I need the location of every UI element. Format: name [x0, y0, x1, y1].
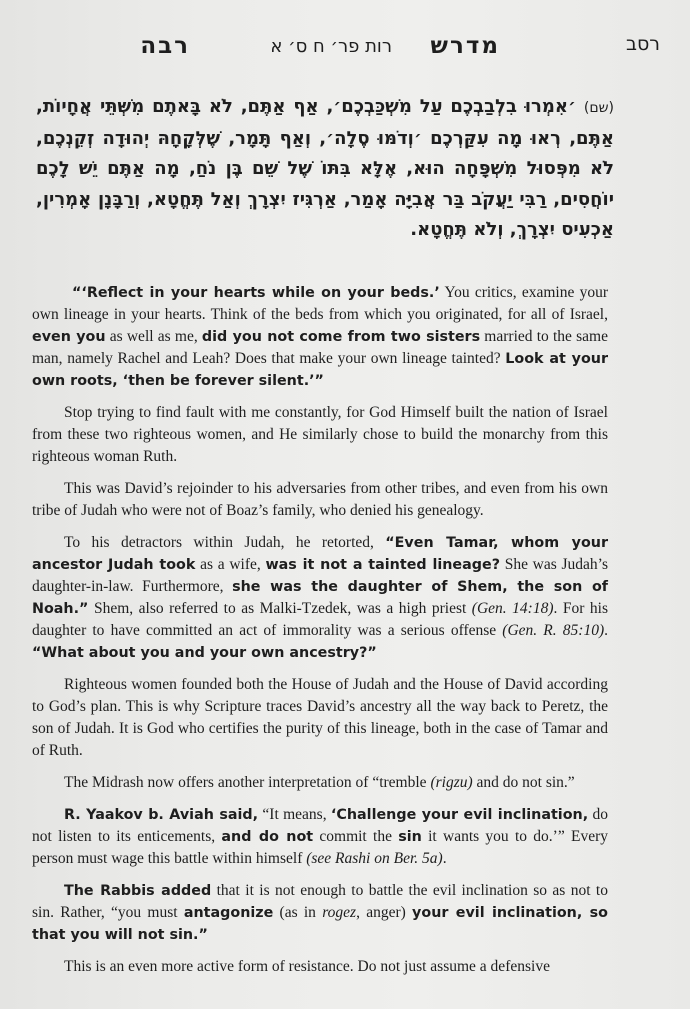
- bold-phrase: antagonize: [183, 905, 274, 921]
- text-run: as a wife,: [195, 556, 266, 573]
- text-run: .: [442, 850, 447, 867]
- text-run: do not listen to its enticements,: [32, 806, 608, 845]
- paragraph-7: [32, 804, 608, 870]
- text-run: To his detractors within Judah, he retorted,: [64, 534, 386, 551]
- citation: (see Rashi on Ber. 5a): [306, 850, 443, 867]
- bold-phrase: she was the daughter of Shem, the son of Noah.”: [32, 579, 608, 617]
- text-run: She was Judah’s daughter-in-law. Furthermore,: [32, 556, 608, 595]
- text-run: that it is not enough to battle the evil inclination so as not to sin. Rather, “you must: [32, 882, 608, 921]
- hebrew-text: ׳אִמְרוּ בִלְבַבְכֶם עַל מִשְׁכַּבְכֶם׳, אַף אַתֶּם, לֹא בָּאתֶם מִשְּׁתֵּי אֲחָיוֹת, אַתֶּם, רְאוּ מָה עִקַּרְכֶם ׳וְדֹמּוּ סֶלָה׳, וְאַף תָּמָר, שֶׁלְּקָחָהּ יְהוּדָה זְקֵנְכֶם, לֹא מִפְּסוּל מִשְׁפָּחָה הוּא, אֶלָּא בִּתּוֹ שֶׁל שֵׁם בֶּן נֹחַ, מָה אַתֶּם יֵשׁ לָכֶם יוֹחֲסִים, רַבִּי יַעֲקֹב בַּר אֲבִיָּה אָמַר, אַרְגִּיז יִצְרָךְ וְאַל תֶּחֱטָא, וְרַבָּנָן אָמְרִין, אַכְעִיס יִצְרָךְ, וְלֹא תֶּחֱטָא.: [36, 96, 614, 240]
- citation: (Gen. R. 85:10): [502, 622, 605, 639]
- text-run: You critics, examine your own lineage in your hearts. Think of the beds from which you originated, for all of Israel,: [32, 284, 608, 323]
- bold-phrase: ‘Challenge your evil inclination,: [330, 807, 589, 823]
- paragraph-5: Righteous women founded both the House of Judah and the House of David according to God’s plan. This is why Scripture traces David’s ancestry all the way back to Peretz, the son of Judah. It is God who certifies the purity of this lineage, both in the case of Tamar and of Ruth.: [32, 676, 608, 759]
- bold-phrase: “‘Reflect in your hearts while on your beds.’: [72, 285, 440, 301]
- bold-phrase: your evil inclination, so that you will not sin.”: [32, 905, 608, 943]
- text-run: The Midrash now offers another interpretation of “tremble: [64, 774, 431, 791]
- bold-phrase: The Rabbis added: [64, 883, 212, 899]
- citation: (Gen. 14:18): [471, 600, 554, 617]
- running-title-rabbah: רבה: [140, 33, 190, 59]
- text-run: as well as me,: [105, 328, 202, 345]
- text-run: and do not sin.”: [472, 774, 575, 791]
- running-title-midrash: מדרש: [430, 33, 500, 59]
- bold-phrase: “What about you and your own ancestry?”: [32, 645, 377, 661]
- text-run: commit the: [313, 828, 399, 845]
- text-run: (as in: [273, 904, 323, 921]
- bold-phrase: was it not a tainted lineage?: [265, 557, 500, 573]
- text-run: , anger): [356, 904, 413, 921]
- paragraph-9: This is an even more active form of resistance. Do not just assume a defensive: [64, 958, 550, 975]
- bold-phrase: Look at your own roots, ‘then be forever silent.’”: [32, 351, 608, 389]
- paragraph-1: [32, 282, 608, 392]
- page-header: [30, 33, 660, 65]
- bold-phrase: R. Yaakov b. Aviah said,: [64, 807, 259, 823]
- paragraph-8: [32, 880, 608, 946]
- bold-phrase: and do not: [221, 829, 314, 845]
- bold-phrase: did you not come from two sisters: [201, 329, 481, 345]
- text-run: it wants you to do.’” Every person must wage this battle within himself: [32, 828, 608, 867]
- english-commentary: [32, 282, 608, 988]
- page-number: רסב: [625, 33, 660, 55]
- italic-term: rogez: [322, 904, 357, 921]
- text-run: . For his daughter to have committed an act of immorality was a serious offense: [32, 600, 608, 639]
- text-run: .: [604, 622, 608, 639]
- text-run: “It means,: [258, 806, 331, 823]
- paragraph-6: [32, 772, 608, 794]
- bold-phrase: even you: [32, 329, 106, 345]
- text-run: married to the same man, namely Rachel and Leah? Does that make your own lineage tainted?: [32, 328, 608, 367]
- text-run: Shem, also referred to as Malki-Tzedek, was a high priest: [88, 600, 472, 617]
- bold-phrase: “Even Tamar, whom your ancestor Judah took: [32, 535, 608, 573]
- italic-term: (rigzu): [430, 774, 473, 791]
- section-reference: רות פר׳ ח ס׳ א: [270, 36, 392, 57]
- paragraph-3: This was David’s rejoinder to his adversaries from other tribes, and even from his own tribe of Judah who were not of Boaz’s family, who denied his genealogy.: [32, 480, 608, 519]
- hebrew-source: (שם): [583, 100, 614, 116]
- paragraph-2: Stop trying to find fault with me constantly, for God Himself built the nation of Israel from these two righteous women, and He similarly chose to build the monarchy from this righteous woman Ruth.: [32, 404, 608, 465]
- bold-phrase: sin: [398, 829, 422, 845]
- hebrew-text-block: [36, 92, 614, 246]
- paragraph-4: [32, 532, 608, 664]
